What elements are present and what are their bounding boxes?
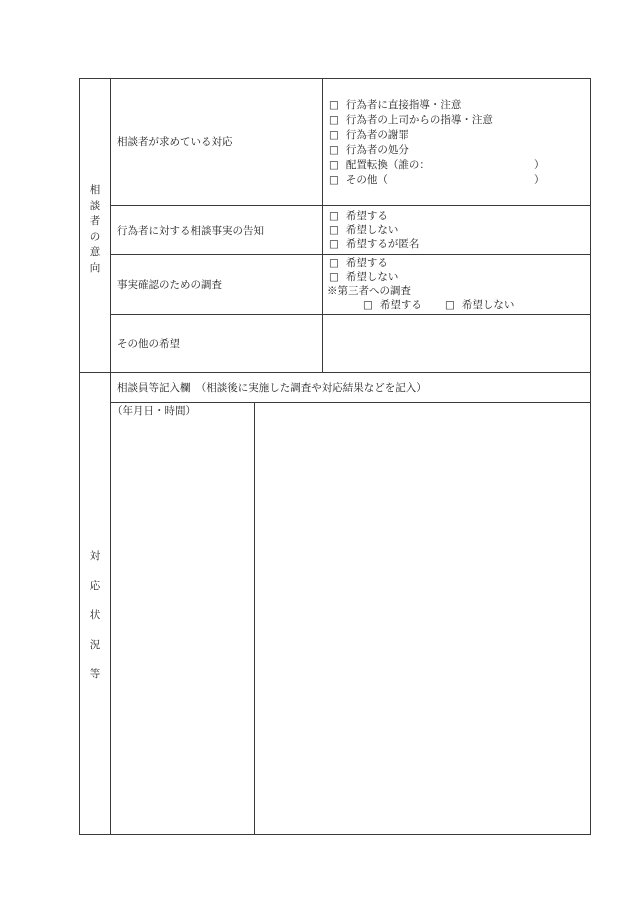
frame-bottom — [79, 834, 591, 835]
row-divider-1 — [110, 205, 590, 206]
section2-header: 相談員等記入欄 （相談後に実施した調査や対応結果などを記入） — [117, 382, 427, 394]
section2-date-divider — [254, 402, 255, 835]
side-char: 意 — [89, 246, 101, 258]
section1-side-label — [85, 183, 105, 276]
section1-label-divider — [322, 78, 323, 373]
close-paren: ） — [534, 174, 545, 186]
frame-right — [590, 78, 591, 835]
response-record-field[interactable] — [256, 404, 588, 832]
row-label-investigation: 事実確認のための調査 — [117, 279, 222, 291]
date-time-field[interactable] — [112, 420, 252, 832]
other-wishes-field[interactable] — [324, 316, 589, 371]
section1-side-divider — [110, 78, 111, 835]
checkbox-option[interactable]: □ 行為者に直接指導・注意 — [329, 100, 461, 111]
checkbox-option[interactable]: □ 希望しない — [445, 300, 514, 311]
checkbox-option[interactable]: □ 希望する — [329, 258, 388, 269]
side-char: 況 — [89, 638, 101, 651]
side-char: 談 — [89, 199, 101, 212]
side-char: 対 — [89, 550, 101, 562]
checkbox-option[interactable]: □ 行為者の謝罪 — [329, 130, 409, 141]
row-label-notification: 行為者に対する相談事実の告知 — [117, 225, 264, 237]
row-divider-3 — [110, 314, 590, 315]
checkbox-option[interactable]: □ 希望しない — [329, 225, 398, 236]
frame-left — [79, 78, 80, 835]
section2-header-divider — [110, 402, 590, 403]
row-label-desired-response: 相談者が求めている対応 — [117, 136, 233, 148]
side-char: 向 — [89, 261, 101, 274]
side-char: 相 — [89, 184, 101, 196]
side-char: 者 — [89, 215, 101, 227]
date-time-label: （年月日・時間） — [112, 405, 196, 417]
third-party-note: ※第三者への調査 — [327, 285, 411, 297]
checkbox-option[interactable]: □ 希望する — [363, 300, 422, 311]
frame-top — [79, 78, 591, 79]
side-char: 等 — [89, 668, 101, 680]
section-divider — [79, 372, 591, 373]
section2-side-label — [85, 542, 105, 690]
side-char: の — [89, 230, 101, 243]
checkbox-option[interactable]: □ 希望しない — [329, 272, 398, 283]
row-label-other-wishes: その他の希望 — [117, 338, 180, 350]
checkbox-option[interactable]: □ 配置転換（誰の： — [329, 160, 430, 171]
side-char: 応 — [89, 579, 101, 592]
side-char: 状 — [89, 609, 101, 621]
checkbox-option[interactable]: □ 希望する — [329, 211, 388, 222]
close-paren: ） — [534, 159, 545, 171]
row-divider-2 — [110, 254, 590, 255]
checkbox-option[interactable]: □ 行為者の処分 — [329, 145, 409, 156]
checkbox-option[interactable]: □ 行為者の上司からの指導・注意 — [329, 115, 493, 126]
checkbox-option[interactable]: □ その他（ — [329, 175, 388, 186]
checkbox-option[interactable]: □ 希望するが匿名 — [329, 239, 419, 250]
